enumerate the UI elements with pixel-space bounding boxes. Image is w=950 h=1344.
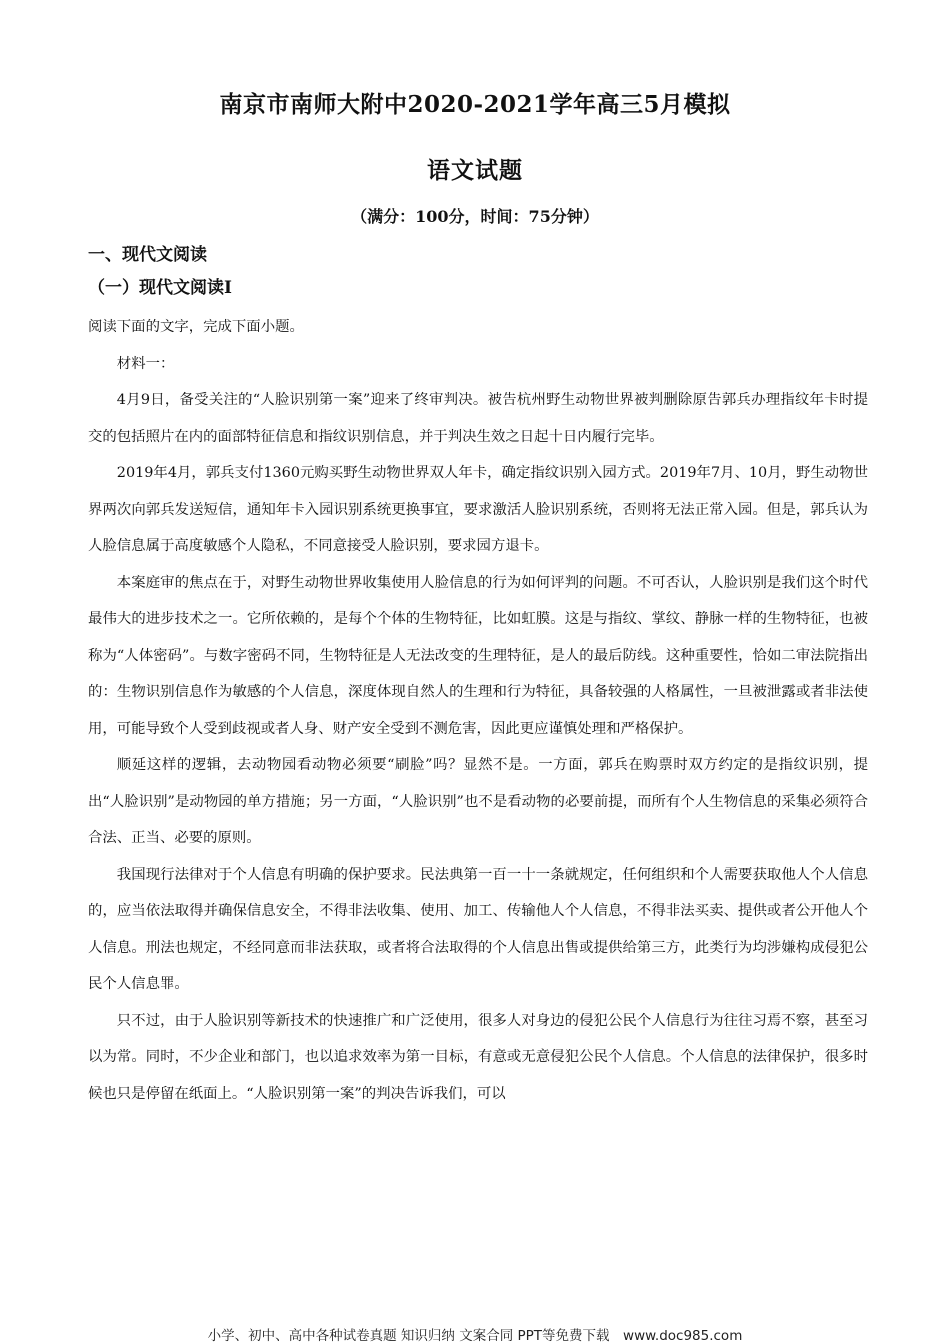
footer-watermark: 小学、初中、高中各种试卷真题 知识归纳 文案合同 PPT等免费下载 www.doc985.com (207, 1328, 743, 1344)
paragraph: 2019年4月，郭兵支付1360元购买野生动物世界双人年卡，确定指纹识别入园方式。2019年7月、10月，野生动物世界两次向郭兵发送短信，通知年卡入园识别系统更换事宜，要求激活人脸识别系统，否则将无法正常入园。但是，郭兵认为人脸信息属于高度敏感个人隐私，不同意接受人脸识别，要求园方退卡。 (88, 465, 868, 554)
paragraph: 顺延这样的逻辑，去动物园看动物必须要“刷脸”吗？显然不是。一方面，郭兵在购票时双方约定的是指纹识别，提出“人脸识别”是动物园的单方措施；另一方面，“人脸识别”也不是看动物的必要前提，而所有个人生物信息的采集必须符合合法、正当、必要的原则。 (88, 757, 868, 846)
material-label: 材料一： (116, 355, 175, 372)
exam-subtitle: 语文试题 (427, 157, 523, 184)
paragraph: 我国现行法律对于个人信息有明确的保护要求。民法典第一百一十一条就规定，任何组织和个人需要获取他人个人信息的，应当依法取得并确保信息安全，不得非法收集、使用、加工、传输他人个人信息，不得非法买卖、提供或者公开他人个人信息。刑法也规定，不经同意而非法获取，或者将合法取得的个人信息出售或提供给第三方，此类行为均涉嫌构成侵犯公民个人信息罪。 (88, 866, 868, 992)
subsection-heading-reading-1: （一）现代文阅读Ⅰ (88, 278, 232, 298)
reading-passage (88, 309, 868, 1112)
exam-meta: （满分：100分，时间：75分钟） (351, 207, 599, 226)
exam-title: 南京市南师大附中2020-2021学年高三5月模拟 (219, 91, 731, 118)
paragraph: 只不过，由于人脸识别等新技术的快速推广和广泛使用，很多人对身边的侵犯公民个人信息行为往往习焉不察，甚至习以为常。同时，不少企业和部门，也以追求效率为第一目标，有意或无意侵犯公民个人信息。个人信息的法律保护，很多时候也只是停留在纸面上。“人脸识别第一案”的判决告诉我们，可以 (88, 1012, 868, 1102)
section-heading-modern-reading: 一、现代文阅读 (88, 245, 207, 265)
instructions: 阅读下面的文字，完成下面小题。 (88, 319, 304, 335)
paragraph: 4月9日，备受关注的“人脸识别第一案”迎来了终审判决。被告杭州野生动物世界被判删除原告郭兵办理指纹年卡时提交的包括照片在内的面部特征信息和指纹识别信息，并于判决生效之日起十日内履行完毕。 (88, 392, 868, 445)
paragraph: 本案庭审的焦点在于，对野生动物世界收集使用人脸信息的行为如何评判的问题。不可否认，人脸识别是我们这个时代最伟大的进步技术之一。它所依赖的，是每个个体的生物特征，比如虹膜。这是与指纹、掌纹、静脉一样的生物特征，也被称为“人体密码”。与数字密码不同，生物特征是人无法改变的生理特征，是人的最后防线。这种重要性，恰如二审法院指出的：生物识别信息作为敏感的个人信息，深度体现自然人的生理和行为特征，具备较强的人格属性，一旦被泄露或者非法使用，可能导致个人受到歧视或者人身、财产安全受到不测危害，因此更应谨慎处理和严格保护。 (88, 574, 868, 737)
